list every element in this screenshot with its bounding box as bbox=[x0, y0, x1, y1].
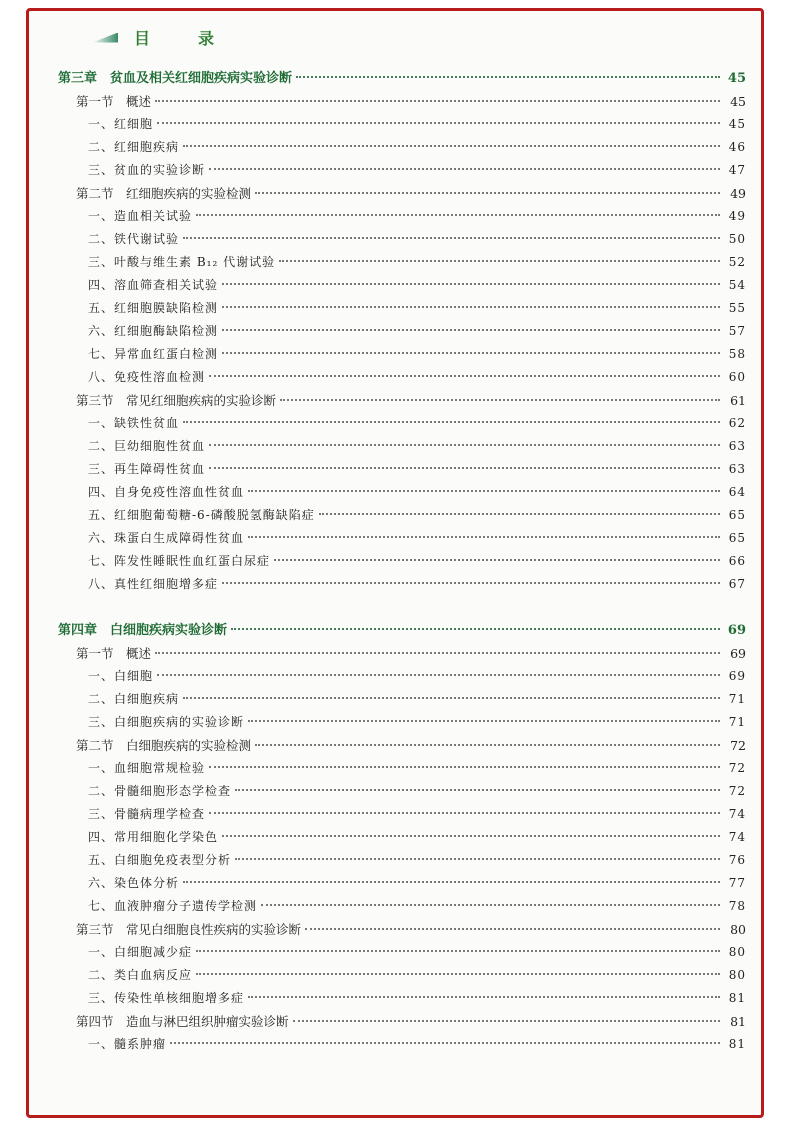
toc-page-number: 71 bbox=[728, 715, 746, 729]
dot-leader bbox=[222, 306, 720, 308]
toc-item-row[interactable] bbox=[58, 872, 746, 895]
toc-item-row[interactable] bbox=[58, 159, 746, 182]
dot-leader bbox=[183, 881, 720, 883]
toc-page-number: 61 bbox=[730, 393, 746, 408]
toc-entry-title: 二、红细胞疾病 bbox=[88, 140, 180, 154]
toc-entry-title: 一、造血相关试验 bbox=[88, 209, 193, 223]
toc-page-number: 65 bbox=[728, 531, 746, 545]
toc-entry-title: 三、骨髓病理学检查 bbox=[88, 807, 206, 821]
toc-item-row[interactable] bbox=[58, 826, 746, 849]
toc-entry-title: 四、溶血筛查相关试验 bbox=[88, 278, 219, 292]
toc-item-row[interactable] bbox=[58, 849, 746, 872]
toc-item-row[interactable] bbox=[58, 895, 746, 918]
header-decoration bbox=[92, 33, 118, 43]
toc-item-row[interactable] bbox=[58, 1033, 746, 1056]
toc-entry-title: 第一节 概述 bbox=[76, 94, 152, 109]
toc-item-row[interactable] bbox=[58, 205, 746, 228]
toc-page-number: 69 bbox=[728, 669, 746, 683]
dot-leader bbox=[319, 513, 720, 515]
toc-page-number: 67 bbox=[728, 577, 746, 591]
toc-item-row[interactable] bbox=[58, 665, 746, 688]
toc-entry-title: 第一节 概述 bbox=[76, 646, 152, 661]
dot-leader bbox=[196, 973, 720, 975]
toc-entry-title: 二、骨髓细胞形态学检查 bbox=[88, 784, 232, 798]
toc-item-row[interactable] bbox=[58, 320, 746, 343]
toc-item-row[interactable] bbox=[58, 757, 746, 780]
dot-leader bbox=[248, 490, 720, 492]
dot-leader bbox=[222, 352, 720, 354]
dot-leader bbox=[255, 192, 720, 194]
toc-page-number: 76 bbox=[728, 853, 746, 867]
toc-item-row[interactable] bbox=[58, 343, 746, 366]
toc-entry-title: 一、血细胞常规检验 bbox=[88, 761, 206, 775]
toc-entry-title: 二、铁代谢试验 bbox=[88, 232, 180, 246]
toc-chapter-row[interactable] bbox=[58, 619, 746, 642]
toc-page-number: 80 bbox=[728, 968, 746, 982]
toc-page-number: 47 bbox=[728, 163, 746, 177]
toc-page-number: 50 bbox=[728, 232, 746, 246]
toc-item-row[interactable] bbox=[58, 481, 746, 504]
toc-item-row[interactable] bbox=[58, 228, 746, 251]
toc-page-number: 72 bbox=[730, 738, 746, 753]
dot-leader bbox=[222, 835, 720, 837]
dot-leader bbox=[305, 928, 720, 930]
toc-page-number: 45 bbox=[727, 71, 746, 86]
toc-page-number: 52 bbox=[728, 255, 746, 269]
toc-page-number: 58 bbox=[728, 347, 746, 361]
toc-item-row[interactable] bbox=[58, 251, 746, 274]
toc-item-row[interactable] bbox=[58, 964, 746, 987]
toc-page-number: 49 bbox=[728, 209, 746, 223]
toc-page-number: 57 bbox=[728, 324, 746, 338]
toc-item-row[interactable] bbox=[58, 550, 746, 573]
toc-entry-title: 八、免疫性溶血检测 bbox=[88, 370, 206, 384]
toc-entry-title: 二、巨幼细胞性贫血 bbox=[88, 439, 206, 453]
toc-section-row[interactable] bbox=[58, 734, 746, 757]
toc-entry-title: 第二节 红细胞疾病的实验检测 bbox=[76, 186, 252, 201]
toc-section-row[interactable] bbox=[58, 90, 746, 113]
toc-page-number: 72 bbox=[728, 784, 746, 798]
toc-page-number: 80 bbox=[730, 922, 746, 937]
toc-page-number: 54 bbox=[728, 278, 746, 292]
toc-page-number: 55 bbox=[728, 301, 746, 315]
toc-entry-title: 二、白细胞疾病 bbox=[88, 692, 180, 706]
dot-leader bbox=[209, 766, 720, 768]
toc-item-row[interactable] bbox=[58, 803, 746, 826]
toc-item-row[interactable] bbox=[58, 297, 746, 320]
toc-page-number: 64 bbox=[728, 485, 746, 499]
toc-section-row[interactable] bbox=[58, 182, 746, 205]
dot-leader bbox=[261, 904, 720, 906]
toc-item-row[interactable] bbox=[58, 527, 746, 550]
toc-entry-title: 三、再生障碍性贫血 bbox=[88, 462, 206, 476]
dot-leader bbox=[222, 582, 720, 584]
dot-leader bbox=[183, 697, 720, 699]
dot-leader bbox=[209, 812, 720, 814]
toc-item-row[interactable] bbox=[58, 688, 746, 711]
dot-leader bbox=[170, 1042, 720, 1044]
toc-entry-title: 五、红细胞膜缺陷检测 bbox=[88, 301, 219, 315]
toc-page-number: 81 bbox=[728, 1037, 746, 1051]
toc-item-row[interactable] bbox=[58, 504, 746, 527]
toc-item-row[interactable] bbox=[58, 573, 746, 596]
toc-entry-title: 三、传染性单核细胞增多症 bbox=[88, 991, 245, 1005]
toc-entry-title: 第二节 白细胞疾病的实验检测 bbox=[76, 738, 252, 753]
toc-entry-title: 四、常用细胞化学染色 bbox=[88, 830, 219, 844]
toc-page-number: 63 bbox=[728, 462, 746, 476]
dot-leader bbox=[255, 744, 720, 746]
toc-header bbox=[92, 26, 230, 49]
toc-item-row[interactable] bbox=[58, 941, 746, 964]
toc-entry-title: 七、阵发性睡眠性血红蛋白尿症 bbox=[88, 554, 271, 568]
toc-page-number: 81 bbox=[728, 991, 746, 1005]
toc-entry-title: 四、自身免疫性溶血性贫血 bbox=[88, 485, 245, 499]
dot-leader bbox=[209, 467, 720, 469]
dot-leader bbox=[222, 329, 720, 331]
toc-entry-title: 第四章 白细胞疾病实验诊断 bbox=[58, 623, 228, 638]
toc-entry-title: 一、红细胞 bbox=[88, 117, 154, 131]
toc-page-number: 69 bbox=[730, 646, 746, 661]
toc-page-number: 72 bbox=[728, 761, 746, 775]
dot-leader bbox=[231, 628, 720, 630]
toc-page-number: 45 bbox=[730, 94, 746, 109]
toc-entry-title: 一、白细胞减少症 bbox=[88, 945, 193, 959]
toc-entry-title: 五、白细胞免疫表型分析 bbox=[88, 853, 232, 867]
toc-item-row[interactable] bbox=[58, 113, 746, 136]
dot-leader bbox=[248, 536, 720, 538]
toc-entry-title: 三、叶酸与维生素 B₁₂ 代谢试验 bbox=[88, 255, 276, 269]
dot-leader bbox=[196, 950, 720, 952]
dot-leader bbox=[157, 122, 720, 124]
dot-leader bbox=[209, 444, 720, 446]
toc-page-number: 65 bbox=[728, 508, 746, 522]
dot-leader bbox=[155, 652, 720, 654]
toc-item-row[interactable] bbox=[58, 987, 746, 1010]
toc-entry-title: 五、红细胞葡萄糖-6-磷酸脱氢酶缺陷症 bbox=[88, 508, 315, 522]
toc-page-number: 63 bbox=[728, 439, 746, 453]
toc-page-number: 80 bbox=[728, 945, 746, 959]
dot-leader bbox=[235, 858, 720, 860]
dot-leader bbox=[196, 214, 720, 216]
toc-page-number: 49 bbox=[730, 186, 746, 201]
dot-leader bbox=[293, 1020, 720, 1022]
page-title: 目 录 bbox=[134, 29, 231, 48]
toc-item-row[interactable] bbox=[58, 458, 746, 481]
toc-section-row[interactable] bbox=[58, 918, 746, 941]
toc-entry-title: 二、类白血病反应 bbox=[88, 968, 193, 982]
dot-leader bbox=[280, 399, 720, 401]
toc-entry-title: 三、白细胞疾病的实验诊断 bbox=[88, 715, 245, 729]
toc-entry-title: 六、红细胞酶缺陷检测 bbox=[88, 324, 219, 338]
toc-page-number: 46 bbox=[728, 140, 746, 154]
table-of-contents bbox=[58, 67, 746, 1056]
dot-leader bbox=[209, 375, 720, 377]
toc-item-row[interactable] bbox=[58, 412, 746, 435]
toc-item-row[interactable] bbox=[58, 435, 746, 458]
dot-leader bbox=[183, 421, 720, 423]
toc-page-number: 69 bbox=[727, 623, 746, 638]
toc-page-number: 62 bbox=[728, 416, 746, 430]
toc-page-number: 71 bbox=[728, 692, 746, 706]
toc-spacer bbox=[58, 596, 746, 619]
dot-leader bbox=[248, 996, 720, 998]
dot-leader bbox=[274, 559, 720, 561]
toc-page-number: 66 bbox=[728, 554, 746, 568]
toc-section-row[interactable] bbox=[58, 389, 746, 412]
toc-section-row[interactable] bbox=[58, 1010, 746, 1033]
toc-entry-title: 三、贫血的实验诊断 bbox=[88, 163, 206, 177]
toc-page-number: 45 bbox=[728, 117, 746, 131]
toc-entry-title: 八、真性红细胞增多症 bbox=[88, 577, 219, 591]
toc-page-number: 60 bbox=[728, 370, 746, 384]
dot-leader bbox=[155, 100, 720, 102]
toc-item-row[interactable] bbox=[58, 274, 746, 297]
toc-entry-title: 第三节 常见白细胞良性疾病的实验诊断 bbox=[76, 922, 302, 937]
toc-page-number: 78 bbox=[728, 899, 746, 913]
dot-leader bbox=[209, 168, 720, 170]
toc-item-row[interactable] bbox=[58, 780, 746, 803]
toc-entry-title: 一、髓系肿瘤 bbox=[88, 1037, 167, 1051]
dot-leader bbox=[222, 283, 720, 285]
toc-section-row[interactable] bbox=[58, 642, 746, 665]
dot-leader bbox=[279, 260, 720, 262]
dot-leader bbox=[296, 76, 720, 78]
dot-leader bbox=[248, 720, 720, 722]
toc-entry-title: 七、血液肿瘤分子遗传学检测 bbox=[88, 899, 258, 913]
dot-leader bbox=[183, 145, 720, 147]
toc-page-number: 81 bbox=[730, 1014, 746, 1029]
toc-item-row[interactable] bbox=[58, 711, 746, 734]
dot-leader bbox=[235, 789, 720, 791]
toc-entry-title: 六、染色体分析 bbox=[88, 876, 180, 890]
toc-entry-title: 第四节 造血与淋巴组织肿瘤实验诊断 bbox=[76, 1014, 289, 1029]
toc-entry-title: 七、异常血红蛋白检测 bbox=[88, 347, 219, 361]
toc-item-row[interactable] bbox=[58, 366, 746, 389]
dot-leader bbox=[157, 674, 720, 676]
toc-chapter-row[interactable] bbox=[58, 67, 746, 90]
toc-entry-title: 一、白细胞 bbox=[88, 669, 154, 683]
toc-page-number: 74 bbox=[728, 830, 746, 844]
toc-entry-title: 一、缺铁性贫血 bbox=[88, 416, 180, 430]
toc-page-number: 74 bbox=[728, 807, 746, 821]
toc-entry-title: 第三节 常见红细胞疾病的实验诊断 bbox=[76, 393, 277, 408]
toc-page-number: 77 bbox=[728, 876, 746, 890]
dot-leader bbox=[183, 237, 720, 239]
toc-entry-title: 第三章 贫血及相关红细胞疾病实验诊断 bbox=[58, 71, 293, 86]
toc-item-row[interactable] bbox=[58, 136, 746, 159]
toc-entry-title: 六、珠蛋白生成障碍性贫血 bbox=[88, 531, 245, 545]
